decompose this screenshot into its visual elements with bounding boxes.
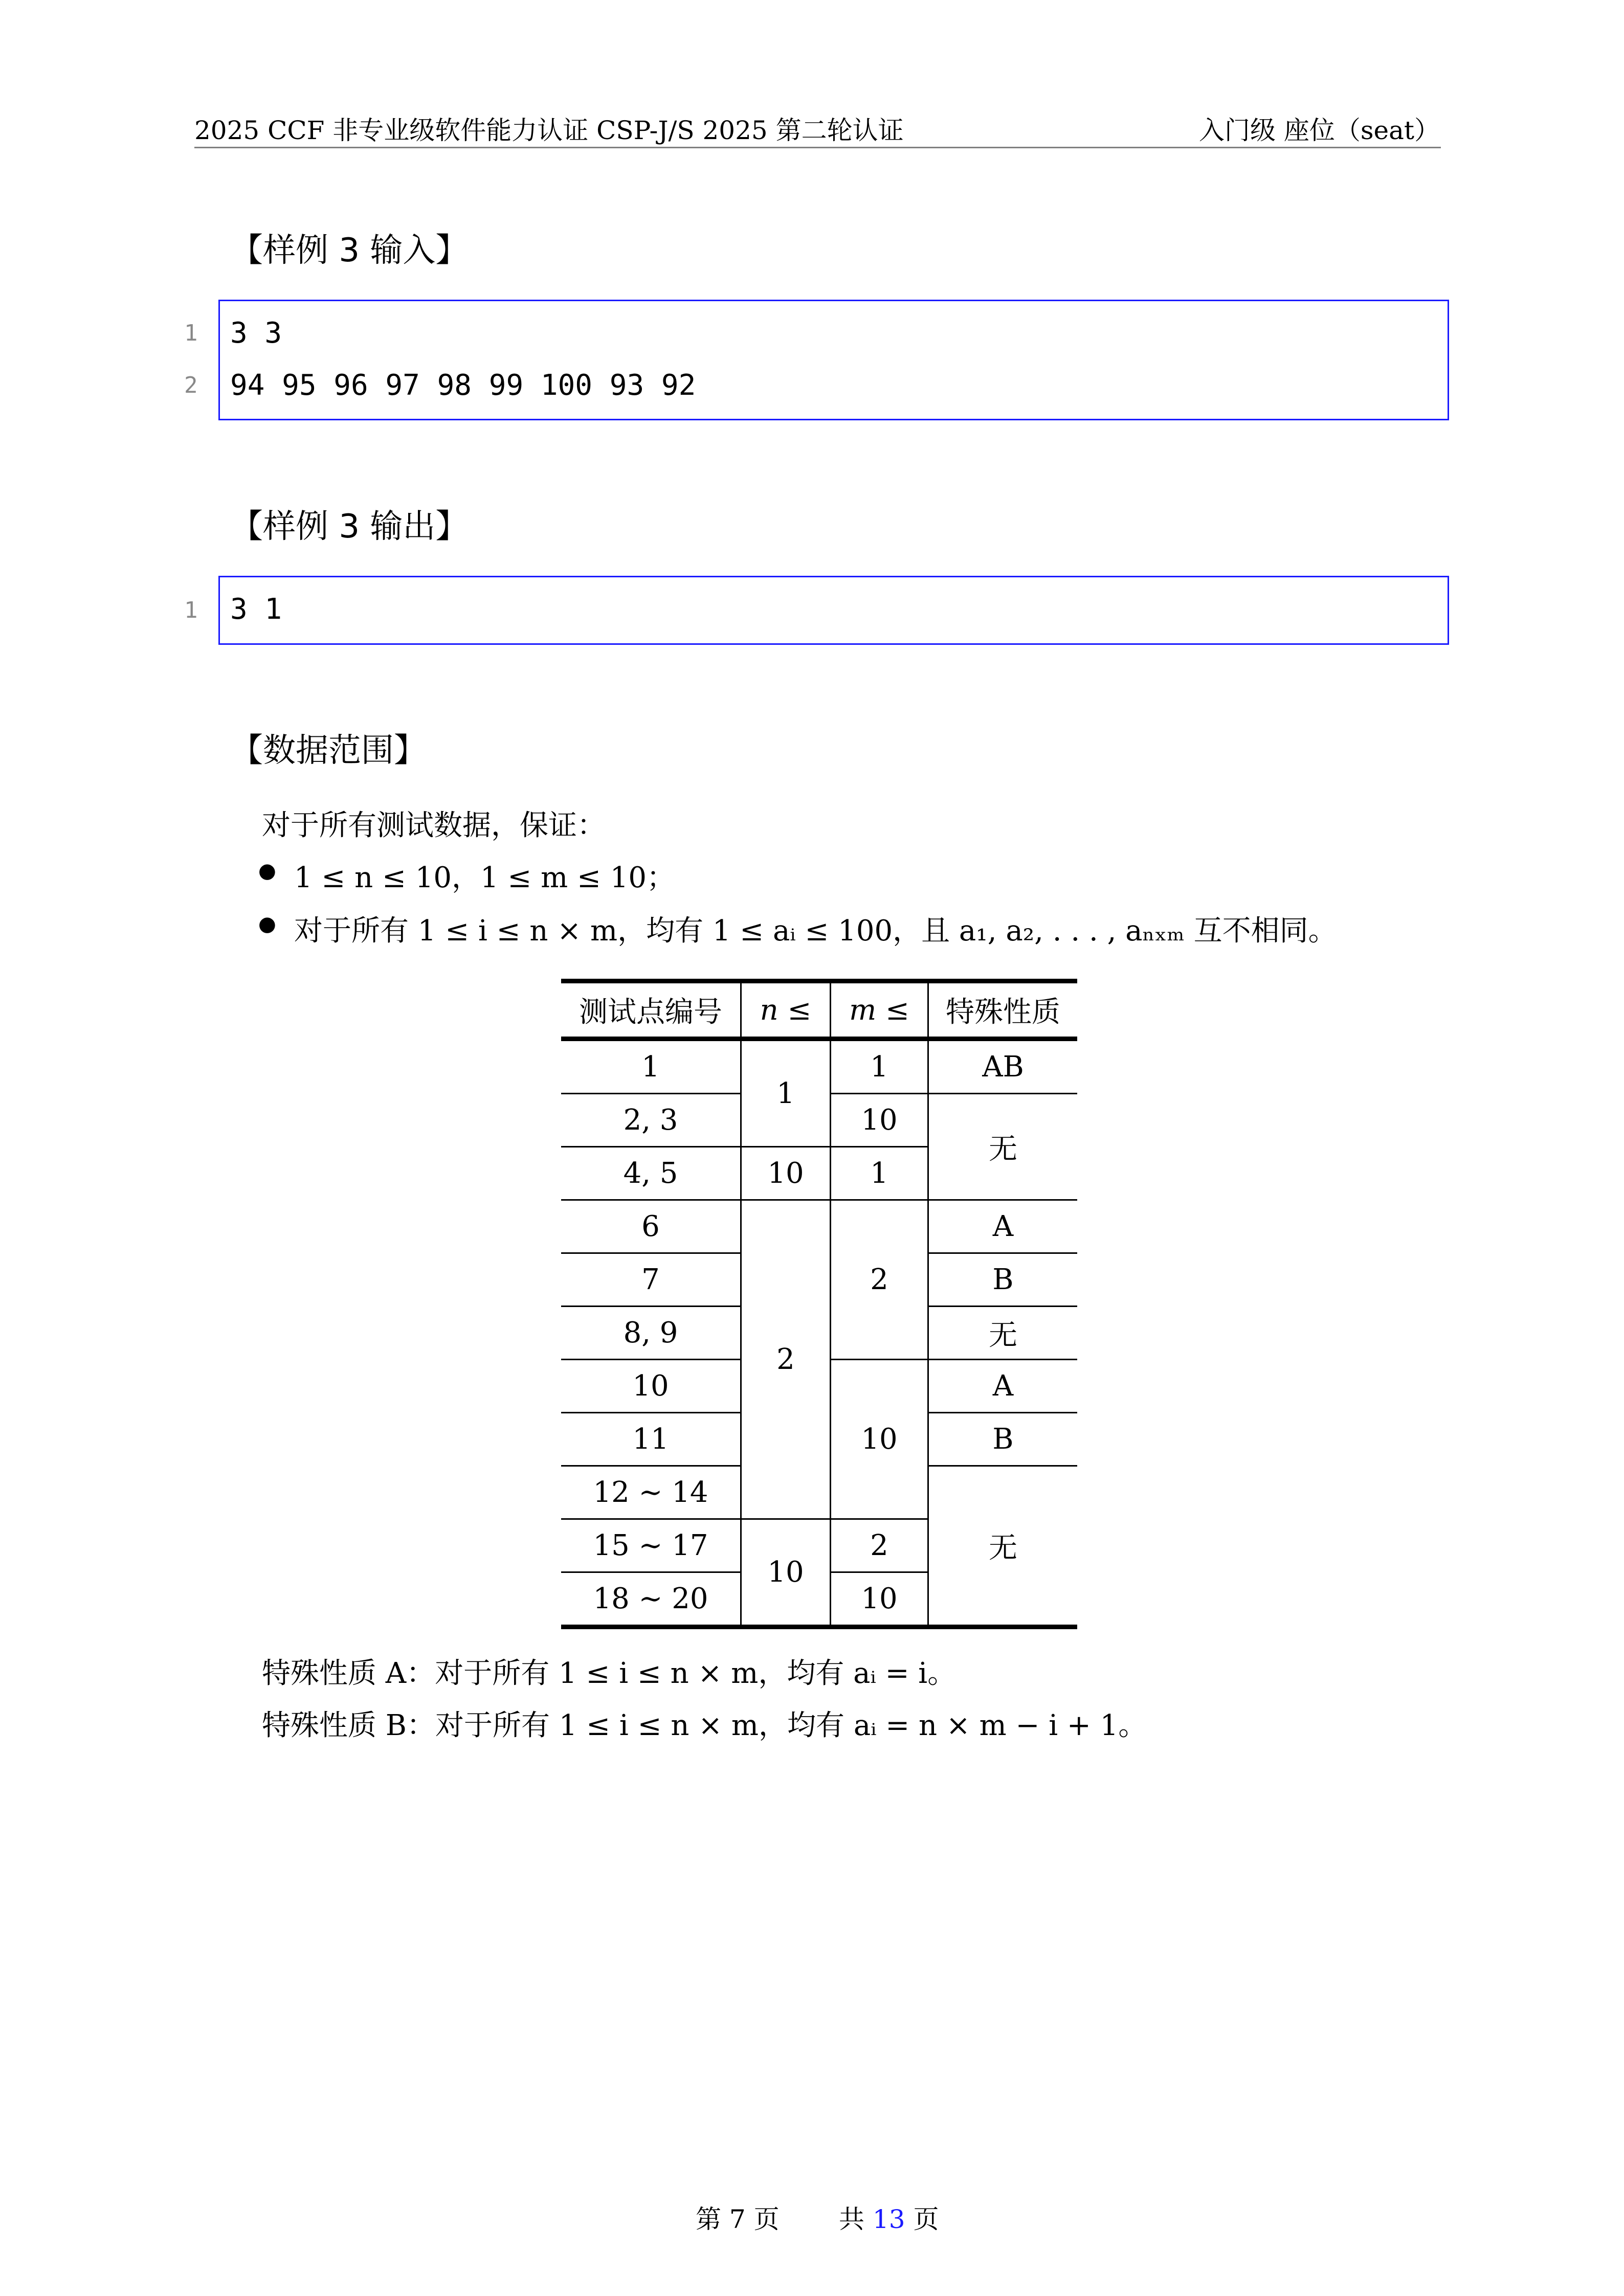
table-cell: 10 — [831, 1572, 928, 1627]
page-number: 第 7 页 — [696, 2204, 780, 2234]
data-range-intro: 对于所有测试数据，保证： — [262, 809, 606, 842]
table-cell: A — [928, 1200, 1078, 1253]
header-rule — [194, 147, 1441, 148]
table-cell: 10 — [831, 1360, 928, 1519]
table-cell: 10 — [831, 1094, 928, 1147]
table-cell: 10 — [561, 1360, 741, 1413]
table-cell: 4, 5 — [561, 1147, 741, 1200]
table-cell: 10 — [741, 1519, 831, 1627]
table-cell: 10 — [741, 1147, 831, 1200]
table-row — [561, 1039, 1077, 1094]
data-range-heading: 【数据范围】 — [230, 732, 427, 770]
table-cell: 1 — [561, 1039, 741, 1094]
table-cell: B — [928, 1413, 1078, 1466]
line-number: 2 — [184, 372, 198, 398]
property-b: 特殊性质 B：对于所有 1 ≤ i ≤ n × m，均有 aᵢ = n × m − i + 1。 — [262, 1709, 1147, 1742]
page-total: 共 13 页 — [839, 2204, 939, 2234]
table-cell: 8, 9 — [561, 1307, 741, 1360]
table-cell: 18 ∼ 20 — [561, 1572, 741, 1627]
table-cell: 2, 3 — [561, 1094, 741, 1147]
current-page: 7 — [729, 2204, 746, 2234]
table-cell: 无 — [928, 1466, 1078, 1627]
table-header: 特殊性质 — [928, 981, 1078, 1039]
table-header: m ≤ — [831, 981, 928, 1039]
table-cell: 无 — [928, 1307, 1078, 1360]
table-cell: 12 ∼ 14 — [561, 1466, 741, 1519]
code-line: 3 1 — [230, 593, 282, 626]
constraint-bullet: 1 ≤ n ≤ 10，1 ≤ m ≤ 10； — [294, 861, 676, 894]
header-problem: 入门级 座位（seat） — [1198, 116, 1440, 145]
table-header: 测试点编号 — [561, 981, 741, 1039]
sample-output-code — [218, 576, 1449, 645]
table-cell: 无 — [928, 1094, 1078, 1200]
table-header: n ≤ — [741, 981, 831, 1039]
sample-input-code — [218, 300, 1449, 420]
line-number: 1 — [184, 320, 198, 346]
constraint-bullet: 对于所有 1 ≤ i ≤ n × m，均有 1 ≤ aᵢ ≤ 100，且 a₁, a₂, . . . , aₙₓₘ 互不相同。 — [294, 914, 1337, 948]
table-cell: 1 — [831, 1039, 928, 1094]
table-cell: 2 — [741, 1200, 831, 1519]
code-line: 3 3 — [230, 317, 282, 350]
header-title: 2025 CCF 非专业级软件能力认证 CSP-J/S 2025 第二轮认证 — [194, 116, 904, 145]
table-cell: 15 ∼ 17 — [561, 1519, 741, 1572]
table-cell: 6 — [561, 1200, 741, 1253]
table-cell: AB — [928, 1039, 1078, 1094]
bullet-icon: ● — [258, 912, 276, 936]
table-row — [561, 1200, 1077, 1253]
table-cell: 1 — [741, 1039, 831, 1147]
table-cell: 7 — [561, 1253, 741, 1307]
property-a: 特殊性质 A：对于所有 1 ≤ i ≤ n × m，均有 aᵢ = i。 — [262, 1657, 956, 1690]
bullet-icon: ● — [258, 859, 276, 883]
table-cell: B — [928, 1253, 1078, 1307]
total-pages-link[interactable]: 13 — [872, 2204, 905, 2234]
code-line: 94 95 96 97 98 99 100 93 92 — [230, 369, 696, 402]
table-cell: 2 — [831, 1519, 928, 1572]
table-cell: 1 — [831, 1147, 928, 1200]
sample-output-heading: 【样例 3 输出】 — [230, 508, 469, 546]
table-cell: 2 — [831, 1200, 928, 1360]
subtask-table — [561, 979, 1077, 1629]
sample-input-heading: 【样例 3 输入】 — [230, 232, 469, 269]
table-cell: 11 — [561, 1413, 741, 1466]
line-number: 1 — [184, 597, 198, 623]
table-cell: A — [928, 1360, 1078, 1413]
